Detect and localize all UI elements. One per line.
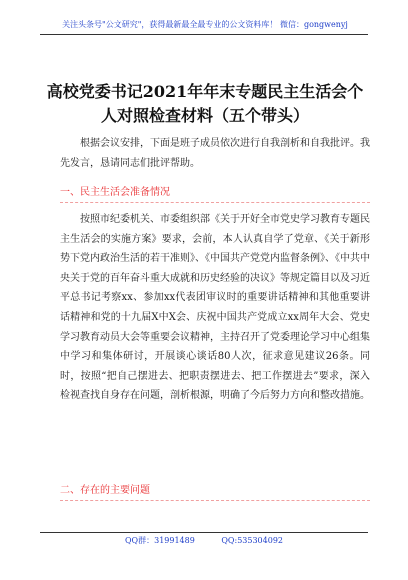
footer-qq-group: QQ群：31991489 (124, 536, 195, 545)
footer-qq-number: QQ:535304092 (221, 536, 283, 545)
footer-contact (40, 535, 368, 546)
intro-paragraph: 根据会议安排，下面是班子成员依次进行自我剖析和自我批评。我先发言，恳请同志们批评帮助。 (60, 138, 370, 169)
section-1-heading: 一、民主生活会准备情况 (60, 187, 170, 198)
header-divider (40, 34, 368, 35)
footer-divider (40, 532, 368, 533)
section-1-divider (60, 202, 370, 203)
section-2-divider (60, 500, 370, 501)
document-title: 高校党委书记2021年年末专题民主生活会个人对照检查材料（五个带头） (46, 82, 364, 125)
header-banner: 关注头条号"公文研究"，获得最新最全最专业的公文资料库！ 微信：gongwenyj (62, 20, 348, 29)
section-1-paragraph: 按照市纪委机关、市委组织部《关于开好全市党史学习教育专题民主生活会的实施方案》要求，会前，本人认真自学了党章、《关于新形势下党内政治生活的若干准则》、《中国共产党党内监督条例》、《中共中央关于党的百年奋斗重大成就和历史经验的决议》等规定篇目以及习近平总书记考察xx、参加xx代表团审议时的重要讲话精神和其他重要讲话精神和党的十九届X中X会、庆祝中国共产党成立xx周年大会、党史学习教育动员大会等重要会议精神，主持召开了党委理论学习中心组集中学习和集体研讨，开展谈心谈话80人次，征求意见建议26条。同时，按照“把自己摆进去、把职责摆进去、把工作摆进去”要求，深入检视查找自身存在问题，剖析根源，明确了今后努力方向和整改措施。 (60, 214, 370, 402)
section-2-heading: 二、存在的主要问题 (60, 485, 150, 496)
